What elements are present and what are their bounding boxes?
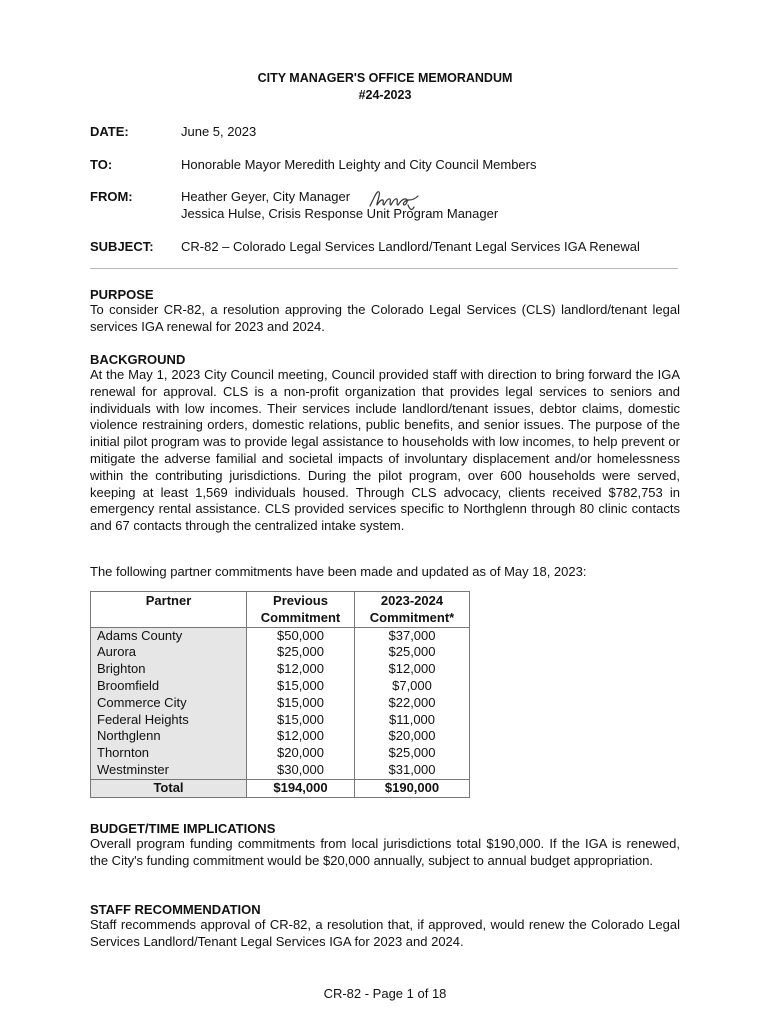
new-cell: $11,000 xyxy=(355,712,470,729)
from-value-1: Heather Geyer, City Manager xyxy=(181,189,351,204)
purpose-heading: PURPOSE xyxy=(90,287,154,302)
table-row xyxy=(91,745,470,762)
page-number-footer: CR-82 - Page 1 of 18 xyxy=(323,986,447,1001)
header-divider xyxy=(90,268,678,269)
previous-cell: $20,000 xyxy=(247,745,355,762)
total-previous-cell: $194,000 xyxy=(247,779,355,797)
memo-title: CITY MANAGER'S OFFICE MEMORANDUM xyxy=(257,71,513,85)
new-cell: $12,000 xyxy=(355,661,470,678)
to-value: Honorable Mayor Meredith Leighty and City Council Members xyxy=(181,157,537,172)
total-label-cell: Total xyxy=(91,779,247,797)
table-row xyxy=(91,762,470,779)
partner-cell: Aurora xyxy=(91,644,247,661)
table-intro: The following partner commitments have been made and updated as of May 18, 2023: xyxy=(90,564,587,579)
table-total-row xyxy=(91,779,470,797)
partner-cell: Westminster xyxy=(91,762,247,779)
partner-cell: Adams County xyxy=(91,627,247,644)
previous-cell: $15,000 xyxy=(247,678,355,695)
table-row xyxy=(91,712,470,729)
date-label: DATE: xyxy=(90,124,129,139)
new-cell: $20,000 xyxy=(355,728,470,745)
previous-cell: $25,000 xyxy=(247,644,355,661)
budget-heading: BUDGET/TIME IMPLICATIONS xyxy=(90,821,276,836)
partner-cell: Federal Heights xyxy=(91,712,247,729)
previous-cell: $12,000 xyxy=(247,728,355,745)
memo-number: #24-2023 xyxy=(358,88,412,102)
previous-commitment-header: Previous Commitment xyxy=(247,592,355,628)
partner-cell: Northglenn xyxy=(91,728,247,745)
new-cell: $37,000 xyxy=(355,627,470,644)
previous-cell: $12,000 xyxy=(247,661,355,678)
new-cell: $22,000 xyxy=(355,695,470,712)
partner-commitments-table xyxy=(90,591,470,798)
table-row xyxy=(91,644,470,661)
new-commitment-header: 2023-2024 Commitment* xyxy=(355,592,470,628)
new-cell: $25,000 xyxy=(355,745,470,762)
new-cell: $25,000 xyxy=(355,644,470,661)
partner-cell: Thornton xyxy=(91,745,247,762)
date-value: June 5, 2023 xyxy=(181,124,257,139)
recommendation-text: Staff recommends approval of CR-82, a resolution that, if approved, would renew the Colorado Legal Services Landlord/Tenant Legal Services IGA for 2023 and 2024. xyxy=(90,917,680,949)
total-new-cell: $190,000 xyxy=(355,779,470,797)
new-cell: $31,000 xyxy=(355,762,470,779)
background-text: At the May 1, 2023 City Council meeting, Council provided staff with direction to bring forward the IGA renewal for approval. CLS is a non-profit organization that provides legal services to seniors and individuals with low incomes. Their services include landlord/tenant issues, debtor claims, domestic violence restraining orders, domestic relations, public benefits, and senior issues. The purpose of the initial pilot program was to provide legal assistance to households with low incomes, to help prevent or mitigate the adverse familial and societal impacts of involuntary displacement and/or homelessness within the contributing jurisdictions. During the pilot program, over 600 households were served, keeping at least 1,569 individuals housed. Through CLS advocacy, clients received $782,753 in emergency rental assistance. CLS provided services specific to Northglenn through 80 clinic contacts and 67 contacts through the centralized intake system. xyxy=(90,367,680,534)
previous-cell: $15,000 xyxy=(247,712,355,729)
recommendation-heading: STAFF RECOMMENDATION xyxy=(90,902,261,917)
from-value-2: Jessica Hulse, Crisis Response Unit Program Manager xyxy=(181,206,499,221)
table-row xyxy=(91,678,470,695)
partner-cell: Broomfield xyxy=(91,678,247,695)
previous-cell: $15,000 xyxy=(247,695,355,712)
partner-cell: Commerce City xyxy=(91,695,247,712)
table-row xyxy=(91,728,470,745)
signature-initials xyxy=(368,186,428,212)
background-heading: BACKGROUND xyxy=(90,352,186,367)
table-header-row xyxy=(91,592,470,628)
to-label: TO: xyxy=(90,157,113,172)
from-label: FROM: xyxy=(90,189,133,204)
table-row xyxy=(91,627,470,644)
partner-cell: Brighton xyxy=(91,661,247,678)
previous-cell: $30,000 xyxy=(247,762,355,779)
new-cell: $7,000 xyxy=(355,678,470,695)
subject-label: SUBJECT: xyxy=(90,239,154,254)
subject-value: CR-82 – Colorado Legal Services Landlord/Tenant Legal Services IGA Renewal xyxy=(181,239,640,254)
budget-text: Overall program funding commitments from local jurisdictions total $190,000. If the IGA is renewed, the City's funding commitment would be $20,000 annually, subject to annual budget appropriation. xyxy=(90,836,680,868)
table-row xyxy=(91,661,470,678)
previous-cell: $50,000 xyxy=(247,627,355,644)
partner-header: Partner xyxy=(91,592,247,628)
table-row xyxy=(91,695,470,712)
purpose-text: To consider CR-82, a resolution approving the Colorado Legal Services (CLS) landlord/tenant legal services IGA renewal for 2023 and 2024. xyxy=(90,302,680,334)
